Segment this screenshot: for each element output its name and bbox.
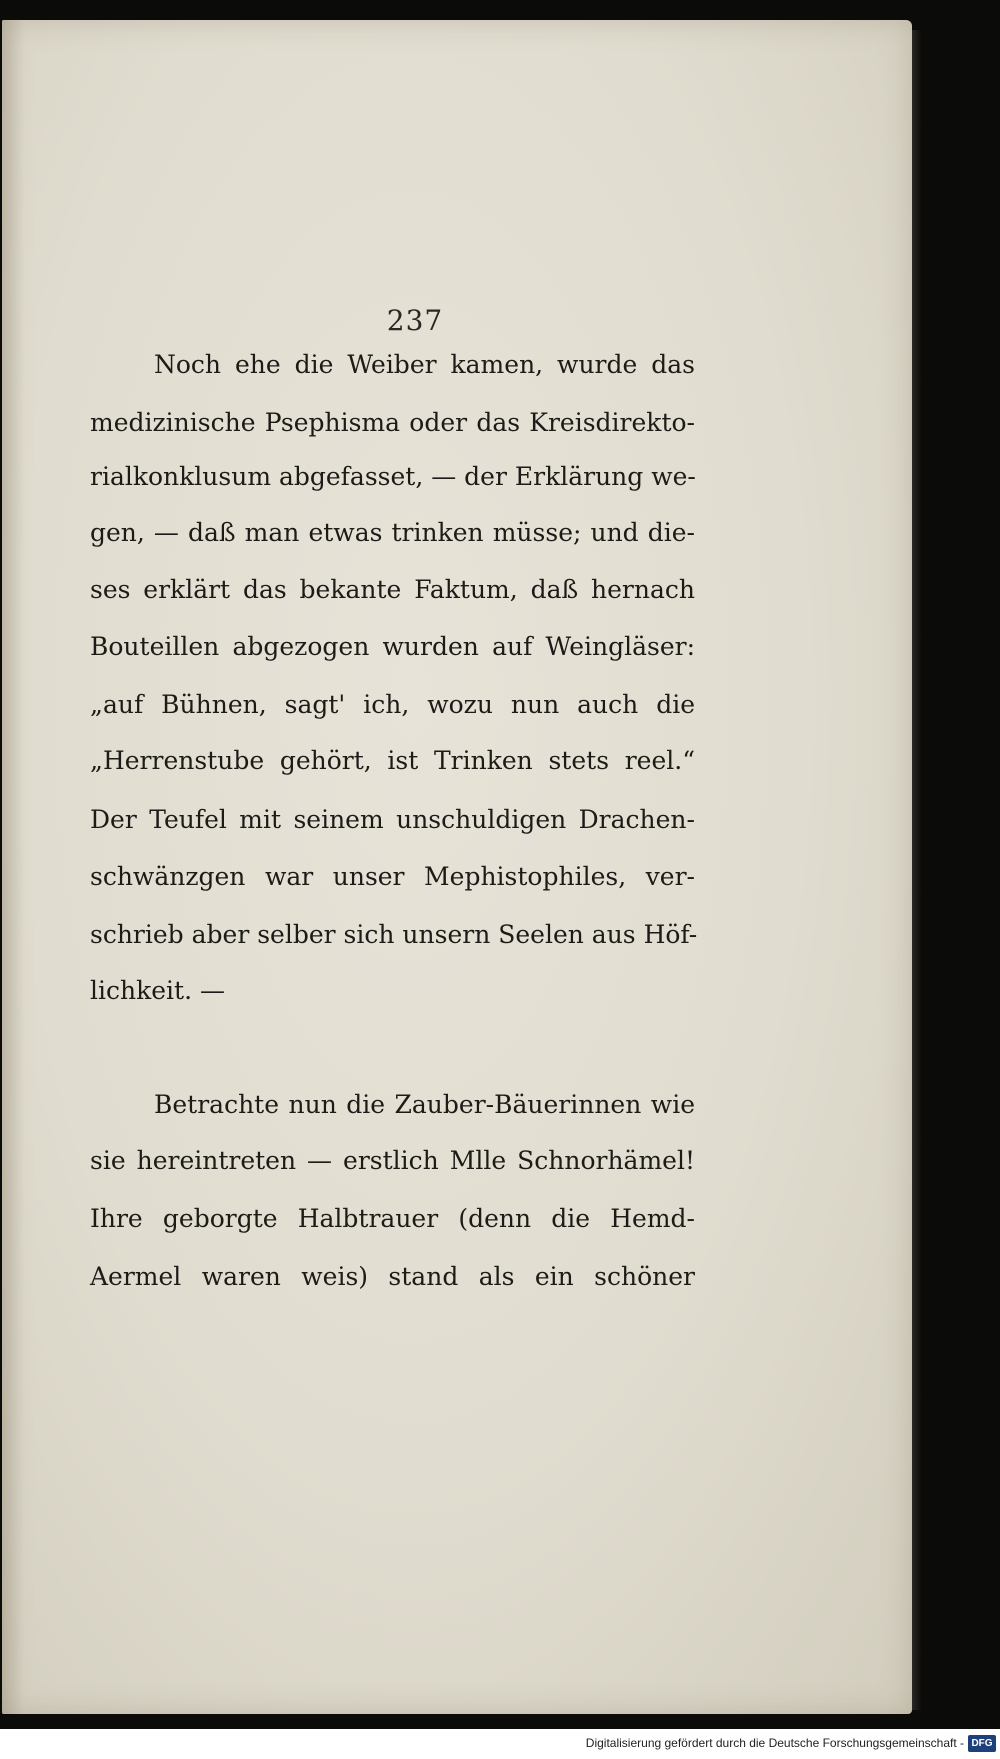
- text-line: Noch ehe die Weiber kamen, wurde das: [154, 350, 695, 379]
- digitization-footer: [0, 1729, 1000, 1759]
- text-line: Der Teufel mit seinem unschuldigen Drachen-: [90, 805, 695, 834]
- book-page: [2, 20, 912, 1714]
- text-line: gen, — daß man etwas trinken müsse; und die-: [90, 518, 695, 547]
- page-edge-shadow: [912, 30, 922, 1710]
- page-number: 237: [386, 304, 444, 337]
- text-line: „Herrenstube gehört, ist Trinken stets reel.“: [90, 746, 695, 775]
- text-line: „auf Bühnen, sagt' ich, wozu nun auch die: [90, 690, 695, 719]
- text-line: Ihre geborgte Halbtrauer (denn die Hemd-: [90, 1204, 695, 1233]
- funding-credit: Digitalisierung gefördert durch die Deutsche Forschungsgemeinschaft -: [585, 1736, 964, 1750]
- text-line: schrieb aber selber sich unsern Seelen aus Höf-: [90, 920, 698, 949]
- text-line: rialkonklusum abgefasset, — der Erklärung we-: [90, 462, 696, 491]
- text-line: schwänzgen war unser Mephistophiles, ver-: [90, 862, 695, 891]
- text-line: Bouteillen abgezogen wurden auf Weingläser:: [90, 632, 695, 661]
- text-line: Aermel waren weis) stand als ein schöner: [90, 1262, 695, 1291]
- text-line: lichkeit. —: [90, 976, 225, 1005]
- dfg-logo: DFG: [968, 1735, 996, 1752]
- text-line: sie hereintreten — erstlich Mlle Schnorhämel!: [90, 1146, 695, 1175]
- text-line: Betrachte nun die Zauber-Bäuerinnen wie: [154, 1090, 695, 1119]
- text-line: medizinische Psephisma oder das Kreisdirekto-: [90, 408, 695, 437]
- text-line: ses erklärt das bekante Faktum, daß hernach: [90, 575, 695, 604]
